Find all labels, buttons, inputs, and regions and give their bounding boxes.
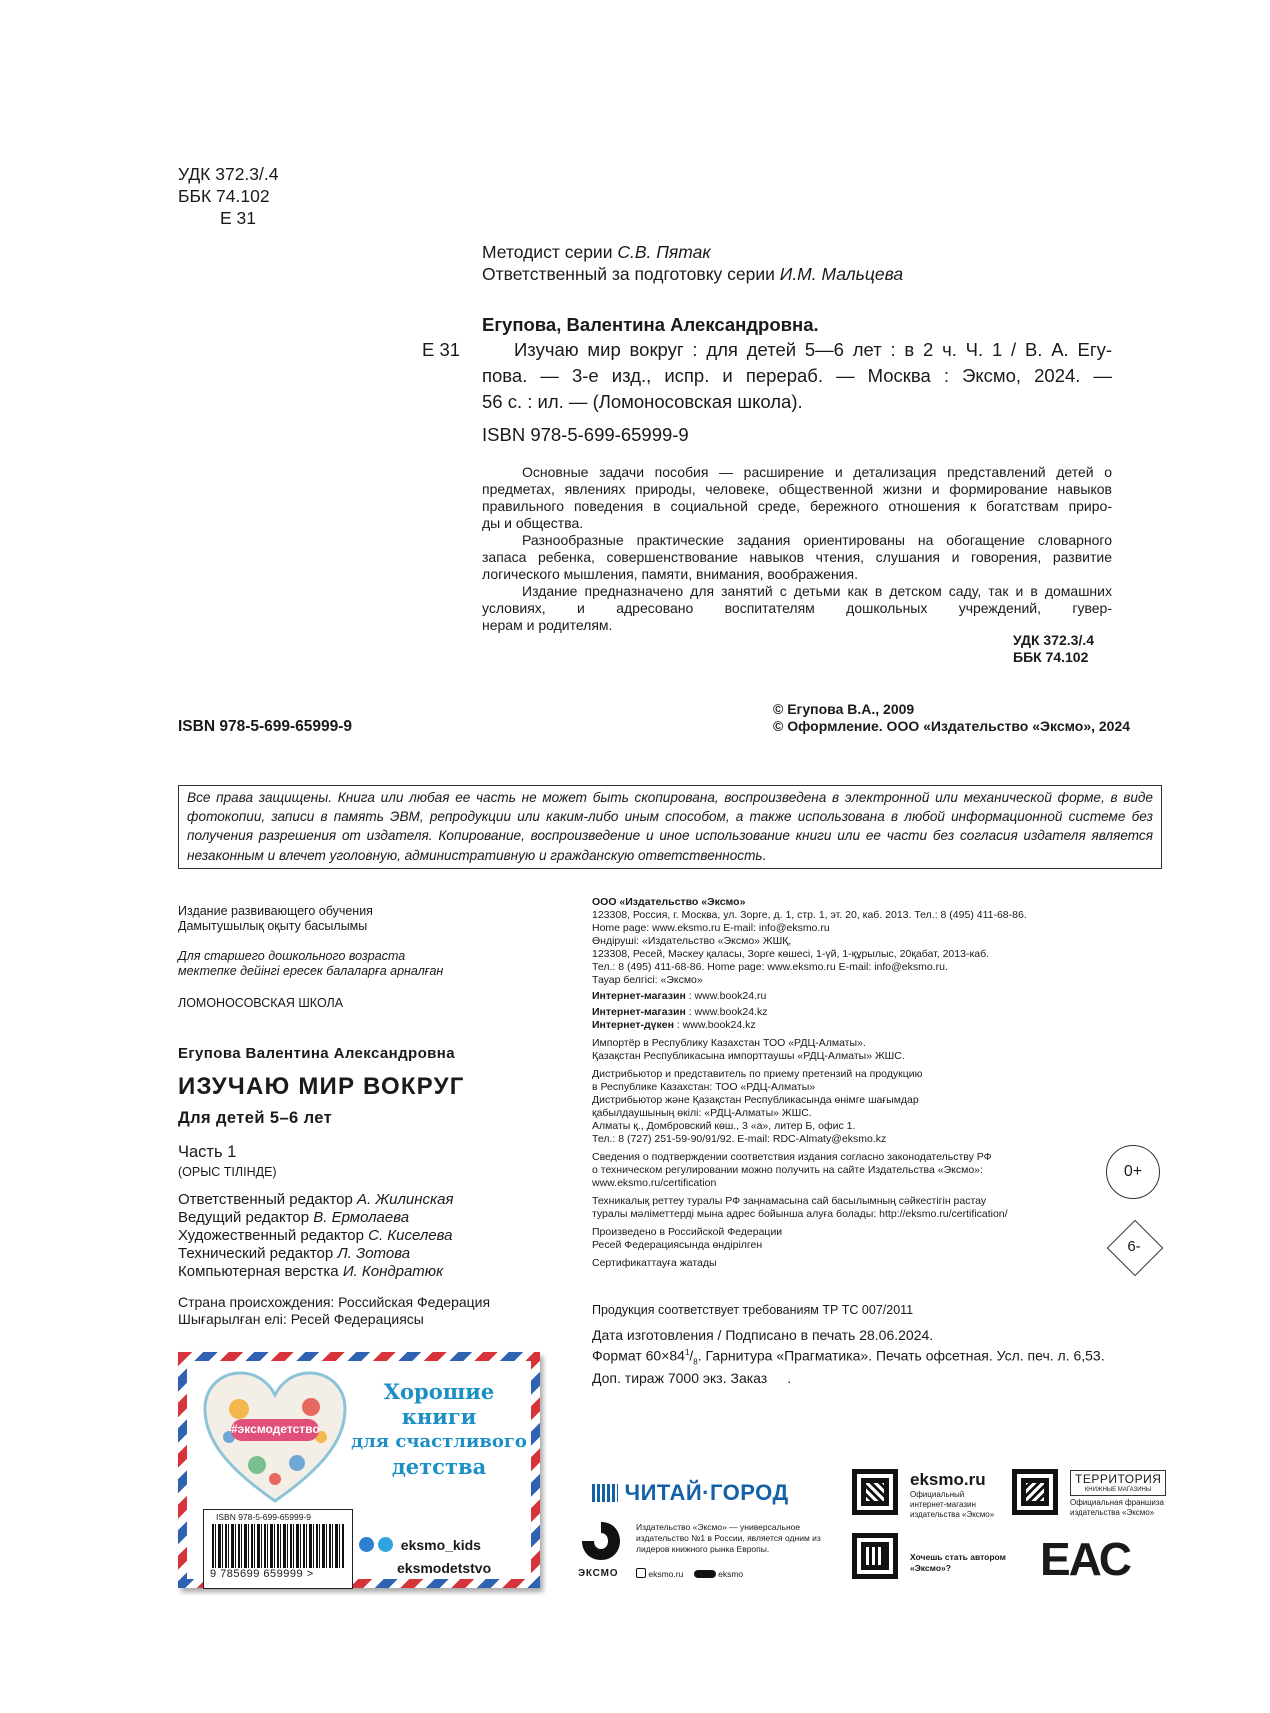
qr-code-territory <box>1012 1469 1058 1515</box>
eksmo-site-block <box>910 1470 1002 1520</box>
promo-card <box>178 1352 540 1588</box>
chitai-gorod-icon <box>592 1484 618 1502</box>
distributor-line: Алматы қ., Домбровский көш., 3 «а», литер Б, офис 1. <box>592 1120 856 1132</box>
format-fraction-top: 1 <box>684 1348 690 1357</box>
annotation-bbk: ББК 74.102 <box>1013 649 1089 665</box>
age-rating-text: 0+ <box>1123 1163 1143 1180</box>
bbk-code: ББК 74.102 <box>178 186 270 206</box>
eksmo-insta-text: eksmo.ru <box>648 1569 684 1579</box>
audience-kz: мектепке дейінгі ересек балаларға арналған <box>178 964 444 978</box>
catalog-description-line: 56 с. : ил. — (Ломоносовская школа). <box>482 391 803 412</box>
classification-block <box>178 163 279 229</box>
age-rating-badge <box>1106 1145 1160 1199</box>
editor-role: Ведущий редактор <box>178 1209 310 1226</box>
territory-caption: Официальная франшиза издательства «Эксмо» <box>1070 1498 1164 1517</box>
book-title: ИЗУЧАЮ МИР ВОКРУГ <box>178 1073 465 1100</box>
online-shop-url: : www.book24.kz <box>685 1006 768 1018</box>
editor-name: В. Ермолаева <box>313 1209 410 1226</box>
series-name: ЛОМОНОСОВСКАЯ ШКОЛА <box>178 996 344 1010</box>
promo-slogan-line: детства <box>391 1454 487 1479</box>
edition-type-ru: Издание развивающего обучения <box>178 904 373 918</box>
publisher-info <box>592 896 1027 1270</box>
editor-line <box>178 1227 453 1245</box>
age-min-text: 6- <box>1127 1238 1141 1255</box>
barcode-box <box>203 1509 353 1589</box>
produced-line: Произведено в Российской Федерации <box>592 1226 783 1238</box>
eksmo-social-row <box>636 1568 743 1579</box>
online-shop <box>592 1006 1027 1019</box>
qr-code-shop <box>852 1469 898 1515</box>
online-shop <box>592 1019 1027 1032</box>
certification-note: Сертификаттауға жатады <box>592 1257 717 1269</box>
audience <box>178 949 443 979</box>
eksmo-site-caption: Официальный интернет-магазин издательства «Эксмо» <box>910 1490 995 1519</box>
eksmo-social-text: eksmo <box>718 1569 744 1579</box>
social-links <box>359 1533 491 1579</box>
certification-line: о техническом регулировании можно получить на сайте Издательства «Эксмо»: <box>592 1164 983 1176</box>
print-run: Доп. тираж 7000 экз. Заказ . <box>592 1370 792 1387</box>
publisher-kz-line: Өндіруші: «Издательство «Эксмо» ЖШҚ, <box>592 935 792 947</box>
promo-slogan-line: Хорошие <box>383 1379 495 1404</box>
certification-kz-line: Техникалық реттеу туралы РФ заңнамасына сай басылымның сәйкестігін растау <box>592 1195 987 1207</box>
eksmo-description: Издательство «Эксмо» — универсальное издательство №1 в России, является одним из лидеров книжного рынка Европы. <box>636 1522 821 1554</box>
certification-kz-line: туралы мәліметтерді мына адрес бойынша алуға болады: http://eksmo.ru/certification/ <box>592 1208 1008 1220</box>
social-eksmo-kids <box>359 1533 491 1557</box>
annotation-line: ды и общества. <box>482 515 584 531</box>
copyright-design: © Оформление. ООО «Издательство «Эксмо», 2024 <box>773 718 1131 734</box>
promo-card-inner <box>187 1361 531 1579</box>
importer-line: Импортёр в Республику Казахстан ТОО «РДЦ-Алматы». <box>592 1037 866 1049</box>
territory-block <box>1070 1470 1170 1518</box>
annotation-codes <box>1013 632 1094 666</box>
catalog-description-line: Изучаю мир вокруг : для детей 5—6 лет : в 2 ч. Ч. 1 / В. А. Егу- <box>514 339 1112 360</box>
vk-icon <box>359 1537 374 1552</box>
social-icons <box>694 1570 716 1578</box>
book-subtitle: Для детей 5–6 лет <box>178 1109 333 1127</box>
format-fraction-bottom: 8 <box>693 1357 698 1367</box>
promo-slogan-line: книги <box>401 1404 477 1429</box>
annotation-line: Основные задачи пособия — расширение и детализация представлений детей о <box>522 464 1112 480</box>
editor-role: Технический редактор <box>178 1245 334 1262</box>
annotation-line: запаса ребенка, совершенствование навыков чтения, слушания и говорения, развитие <box>482 549 1112 565</box>
editor-name: А. Жилинская <box>357 1191 454 1208</box>
qr-code-pattern <box>866 1547 884 1565</box>
qr-code-pattern <box>1026 1483 1044 1501</box>
promo-slogan-line: для счастливого <box>351 1431 527 1452</box>
format-prefix: Формат 60×84 <box>592 1347 685 1364</box>
annotation-line: правильного поведения в социальной среде, бережного отношения к богатствам приро- <box>482 498 1112 514</box>
annotation-udk: УДК 372.3/.4 <box>1013 632 1095 648</box>
publisher-kz-line: Тауар белгісі: «Эксмо» <box>592 974 703 986</box>
author-name: Егупова Валентина Александровна <box>178 1045 456 1062</box>
annotation-line: Издание предназначено для занятий с детьми как в детском саду, так и в домашних <box>522 583 1112 599</box>
certification-line: Сведения о подтверждении соответствия издания согласно законодательству РФ <box>592 1151 992 1163</box>
annotation-line: нерам и родителям. <box>482 617 613 633</box>
online-shop-url: : www.book24.ru <box>685 990 767 1002</box>
social-eksmo-kids-text: eksmo_kids <box>400 1537 481 1553</box>
author-call: Хочешь стать автором «Эксмо»? <box>910 1552 1006 1573</box>
book-language: (ОРЫС ТІЛІНДЕ) <box>178 1165 277 1179</box>
social-eksmodetstvo: eksmodetstvo <box>397 1560 492 1576</box>
editor-line <box>178 1263 453 1281</box>
editor-name: С. Киселева <box>368 1227 453 1244</box>
editor-line <box>178 1245 453 1263</box>
qr-code-pattern <box>866 1483 884 1501</box>
methodist-name: С.В. Пятак <box>617 242 711 262</box>
annotation <box>482 464 1112 634</box>
print-run-text: Доп. тираж 7000 экз. Заказ <box>592 1370 768 1387</box>
publisher-address-line: 123308, Россия, г. Москва, ул. Зорге, д. 1, стр. 1, эт. 20, каб. 2013. Тел.: 8 (495) 411-68-86. <box>592 909 1027 921</box>
edition-type-kz: Дамытушылық оқыту басылымы <box>178 919 368 933</box>
barcode-isbn: ISBN 978-5-699-65999-9 <box>216 1512 311 1522</box>
distributor-line: Тел.: 8 (727) 251-59-90/91/92. E-mail: RDC-Almaty@eksmo.kz <box>592 1133 887 1145</box>
annotation-line: предметах, явлениях природы, человеке, общественной жизни и формирование навыков <box>482 481 1112 497</box>
eac-mark: ЕАС <box>1040 1533 1130 1585</box>
telegram-icon <box>378 1537 393 1552</box>
publisher-address-line: Home page: www.eksmo.ru E-mail: info@eksmo.ru <box>592 922 830 934</box>
methodist-label: Методист серии <box>482 242 613 262</box>
online-shop-url: : www.book24.kz <box>673 1019 756 1031</box>
isbn-left: ISBN 978-5-699-65999-9 <box>178 718 353 735</box>
online-shop-label: Интернет-магазин <box>592 990 686 1002</box>
author-mark: Е 31 <box>220 208 256 228</box>
editor-line <box>178 1191 453 1209</box>
udk-code: УДК 372.3/.4 <box>178 164 279 184</box>
responsible-label: Ответственный за подготовку серии <box>482 264 775 284</box>
importer-line: Қазақстан Республикасына импорттаушы «РДЦ-Алматы» ЖШС. <box>592 1050 905 1062</box>
distributor-line: Дистрибьютор и представитель по приему претензий на продукцию <box>592 1068 923 1080</box>
eksmo-wordmark: ЭКСМО <box>578 1568 619 1579</box>
conformity-note: Продукция соответствует требованиям ТР ТС 007/2011 <box>592 1303 914 1317</box>
distributor-line: қабылдаушының өкілі: «РДЦ-Алматы» ЖШС. <box>592 1107 812 1119</box>
audience-ru: Для старшего дошкольного возраста <box>178 949 406 963</box>
eksmo-logo-icon <box>580 1520 622 1562</box>
editor-role: Ответственный редактор <box>178 1191 353 1208</box>
territory-logo <box>1070 1470 1166 1496</box>
format-suffix: . Гарнитура «Прагматика». Печать офсетная. Усл. печ. л. 6,53. <box>697 1347 1105 1364</box>
series-staff <box>482 241 903 285</box>
promo-slogan <box>347 1379 531 1479</box>
print-details <box>592 1327 1105 1387</box>
country-kz: Шығарылған елі: Ресей Федерациясы <box>178 1311 424 1327</box>
responsible-line <box>482 263 903 285</box>
online-shop <box>592 990 1027 1003</box>
catalog-author-heading: Егупова, Валентина Александровна. <box>482 314 819 335</box>
catalog-description-line: пова. — 3-е изд., испр. и перераб. — Москва : Эксмо, 2024. — <box>482 365 1112 386</box>
online-shop-label: Интернет-дүкен <box>592 1019 674 1031</box>
annotation-line: логического мышления, памяти, внимания, воображения. <box>482 566 858 582</box>
catalog-description <box>482 337 1112 415</box>
produced-line: Ресей Федерациясында өндірілген <box>592 1239 763 1251</box>
territory-title: ТЕРРИТОРИЯ <box>1075 1472 1162 1486</box>
country <box>178 1294 490 1328</box>
barcode-digits: 9 785699 659999 > <box>210 1568 314 1580</box>
annotation-line: условиях, и адресовано воспитателям дошкольных учреждений, гувер- <box>482 600 1112 616</box>
catalog-mark: Е 31 <box>422 339 461 360</box>
distributor-line: Дистрибьютор және Қазақстан Республикасында өнімге шағымдар <box>592 1094 919 1106</box>
territory-sub: КНИЖНЫЕ МАГАЗИНЫ <box>1084 1487 1152 1493</box>
editor-role: Компьютерная верстка <box>178 1263 339 1280</box>
publisher-kz-line: Тел.: 8 (495) 411-68-86. Home page: www.eksmo.ru E-mail: info@eksmo.ru. <box>592 961 948 973</box>
copyright <box>773 701 1130 735</box>
chitai-gorod-logo <box>592 1480 789 1506</box>
editor-name: И. Кондратюк <box>342 1263 444 1280</box>
heart-icon <box>201 1369 349 1507</box>
catalog-isbn: ISBN 978-5-699-65999-9 <box>482 424 689 445</box>
publisher-name: ООО «Издательство «Эксмо» <box>592 896 746 908</box>
barcode-bars <box>212 1524 344 1568</box>
online-shop-label: Интернет-магазин <box>592 1006 686 1018</box>
rights-notice: Все права защищены. Книга или любая ее часть не может быть скопирована, воспроизведена в электронной или механической форме, в виде фотокопии, записи в память ЭВМ, репродукции или каким-либо иным способом, а также использована в любой информационной системе без получения разрешения от издателя. Копирование, воспроизведение и иное использование книги или ее части без согласия издателя является незаконным и влечет уголовную, административную и гражданскую ответственность. <box>178 785 1162 869</box>
copyright-author: © Егупова В.А., 2009 <box>773 701 915 717</box>
editor-role: Художественный редактор <box>178 1227 364 1244</box>
publisher-kz-line: 123308, Ресей, Мәскеу қаласы, Зорге көшесі, 1-үй, 1-құрылыс, 20қабат, 2013-каб. <box>592 948 990 960</box>
instagram-icon <box>636 1568 646 1578</box>
country-ru: Страна происхождения: Российская Федерация <box>178 1294 491 1310</box>
editors-list <box>178 1191 453 1281</box>
annotation-line: Разнообразные практические задания ориентированы на обогащение словарного <box>522 532 1112 548</box>
qr-code-author <box>852 1533 898 1579</box>
book-part: Часть 1 <box>178 1143 237 1161</box>
edition-type <box>178 904 373 934</box>
certification-line: www.eksmo.ru/certification <box>592 1177 717 1189</box>
editor-name: Л. Зотова <box>337 1245 411 1262</box>
promo-badge: #эксмодетство <box>231 1422 320 1436</box>
editor-line <box>178 1209 453 1227</box>
chitai-gorod-text: ЧИТАЙ·ГОРОД <box>624 1480 789 1505</box>
print-date: Дата изготовления / Подписано в печать 28.06.2024. <box>592 1327 934 1343</box>
print-format: Формат $60\times 84^1/_8$. Гарнитура «Прагматика». Печать офсетная. Усл. печ. л. 6,53. <box>592 1347 1105 1367</box>
methodist-line <box>482 241 903 263</box>
distributor-line: в Республике Казахстан: ТОО «РДЦ-Алматы» <box>592 1081 816 1093</box>
responsible-name: И.М. Мальцева <box>779 264 904 284</box>
eksmo-site: eksmo.ru <box>910 1470 986 1489</box>
